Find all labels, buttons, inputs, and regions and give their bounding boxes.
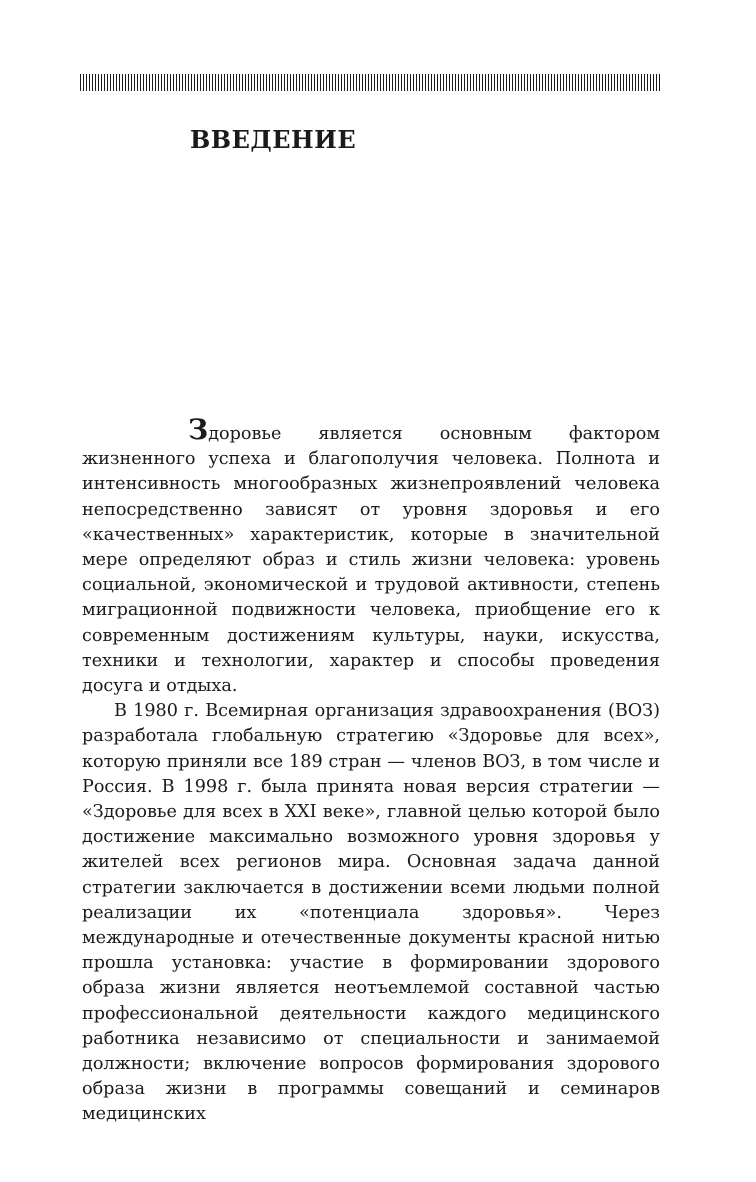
drop-cap-initial: З [188, 413, 209, 446]
paragraph-intro-text: доровье является основным фактором жизненного успеха и благополучия человека. Полнота и интенсивность многообразных жизнепроявлений человека непосредственно зависят от уровня здоровья и его «качественных» характеристик, которые в значительной мере определяют образ и стиль жизни человека: уровень социальной, экономической и трудовой активности, степень миграционной подвижности человека, приобщение его к современным достижениям культуры, науки, искусства, техники и технологии, характер и способы проведения досуга и отдыха. [82, 424, 660, 697]
paragraph-intro [82, 413, 660, 699]
body-text [82, 413, 660, 1128]
chapter-title: ВВЕДЕНИЕ [190, 125, 357, 154]
decorative-header-rule [80, 74, 662, 91]
paragraph-who-strategy: В 1980 г. Всемирная организация здравоохранения (ВОЗ) разработала глобальную стратегию «Здоровье для всех», которую приняли все 189 стран — членов ВОЗ, в том числе и Россия. В 1998 г. была принята новая версия стратегии — «Здоровье для всех в XXI веке», главной целью которой было достижение максимально возможного уровня здоровья у жителей всех регионов мира. Основная задача данной стратегии заключается в достижении всеми людьми полной реализации их «потенциала здоровья». Через международные и отечественные документы красной нитью прошла установка: участие в формировании здорового образа жизни является неотъемлемой составной частью профессиональной деятельности каждого медицинского работника независимо от специальности и занимаемой должности; включение вопросов формирования здорового образа жизни в программы совещаний и семинаров медицинских [82, 701, 660, 1125]
